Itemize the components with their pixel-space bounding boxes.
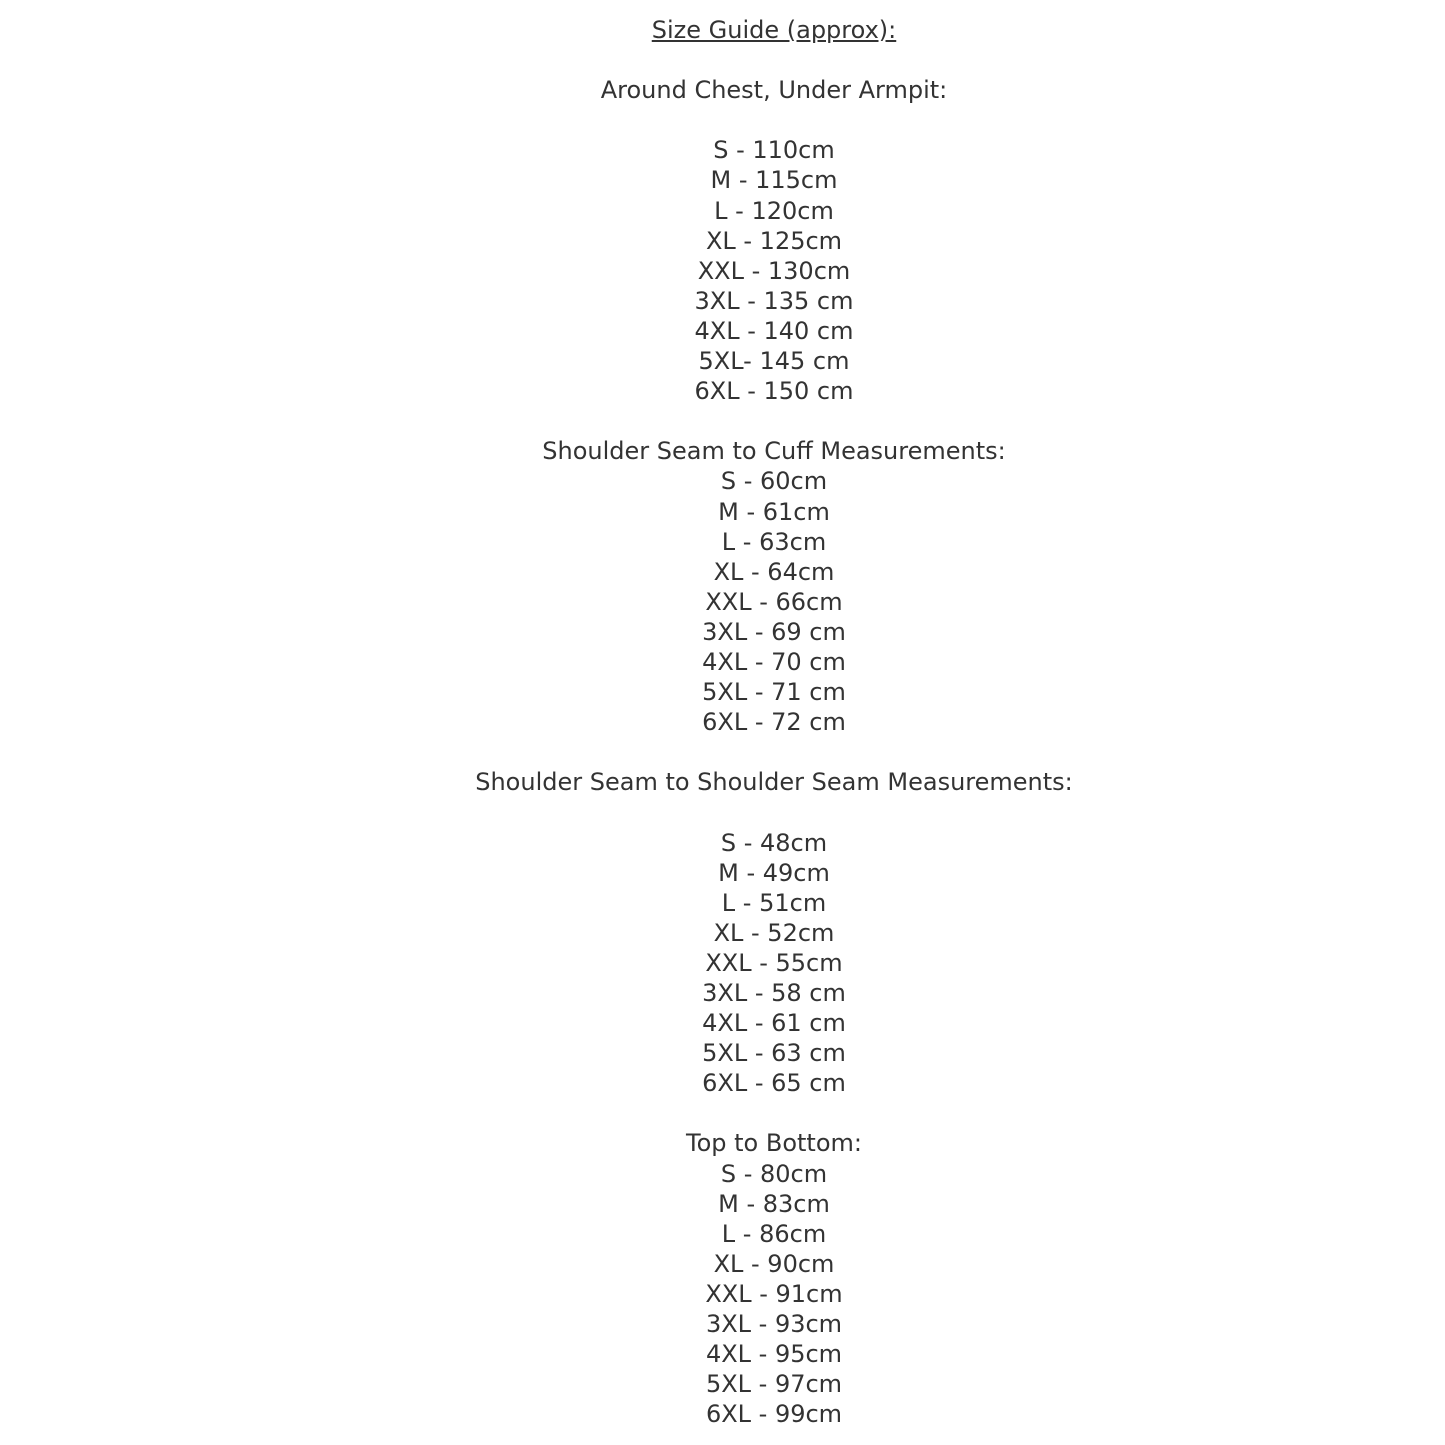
size-item: 4XL - 95cm (705, 1340, 843, 1369)
page-title-text: Size Guide (approx): (651, 16, 897, 44)
size-item: L - 63cm (721, 527, 827, 556)
size-item: S - 110cm (713, 136, 835, 165)
size-item: XXL - 91cm (705, 1279, 843, 1308)
size-item: 3XL - 135 cm (694, 286, 854, 315)
size-item: 5XL- 145 cm (698, 347, 850, 376)
size-item: 4XL - 140 cm (694, 316, 854, 345)
size-item: L - 86cm (721, 1219, 827, 1248)
size-item: XXL - 130cm (697, 256, 851, 285)
size-item: M - 49cm (718, 858, 830, 887)
size-item: S - 80cm (720, 1159, 828, 1188)
size-item: 4XL - 61 cm (702, 1009, 846, 1038)
page-title (103, 15, 1445, 45)
size-item: 3XL - 58 cm (702, 979, 846, 1007)
size-item: M - 61cm (718, 497, 830, 526)
size-item: L - 120cm (714, 196, 834, 225)
size-item: L - 51cm (721, 888, 827, 917)
blank-line (103, 45, 1445, 75)
size-item: 5XL - 71 cm (702, 678, 846, 707)
size-item: 6XL - 99cm (705, 1400, 843, 1429)
size-item: M - 115cm (710, 166, 838, 195)
size-item: XXL - 66cm (705, 587, 843, 616)
size-item: 4XL - 70 cm (702, 647, 846, 676)
blank-line (103, 1098, 1445, 1128)
blank-line (103, 797, 1445, 827)
size-item: 6XL - 65 cm (702, 1069, 846, 1098)
size-item: M - 83cm (718, 1189, 830, 1218)
blank-line (103, 105, 1445, 135)
size-item: 5XL - 97cm (705, 1370, 843, 1399)
size-item: S - 48cm (720, 828, 828, 857)
blank-line (103, 737, 1445, 767)
section-heading-shoulder: Shoulder Seam to Shoulder Seam Measurements: (475, 768, 1073, 797)
blank-line (103, 406, 1445, 436)
section-heading-chest: Around Chest, Under Armpit: (600, 76, 948, 105)
section-heading-length: Top to Bottom: (686, 1129, 862, 1158)
size-item: S - 60cm (720, 467, 828, 496)
size-item: 5XL - 63 cm (702, 1039, 846, 1068)
size-item: 6XL - 150 cm (694, 377, 854, 406)
size-item: 6XL - 72 cm (702, 708, 846, 737)
section-heading-sleeve: Shoulder Seam to Cuff Measurements: (542, 437, 1006, 466)
size-item: 3XL - 69 cm (702, 617, 846, 646)
size-item: XXL - 55cm (705, 948, 843, 977)
size-item: 3XL - 93cm (705, 1310, 843, 1339)
size-item: XL - 90cm (713, 1249, 835, 1278)
size-item: XL - 52cm (713, 918, 835, 947)
size-item: XL - 64cm (713, 557, 835, 586)
size-item: XL - 125cm (705, 226, 843, 255)
